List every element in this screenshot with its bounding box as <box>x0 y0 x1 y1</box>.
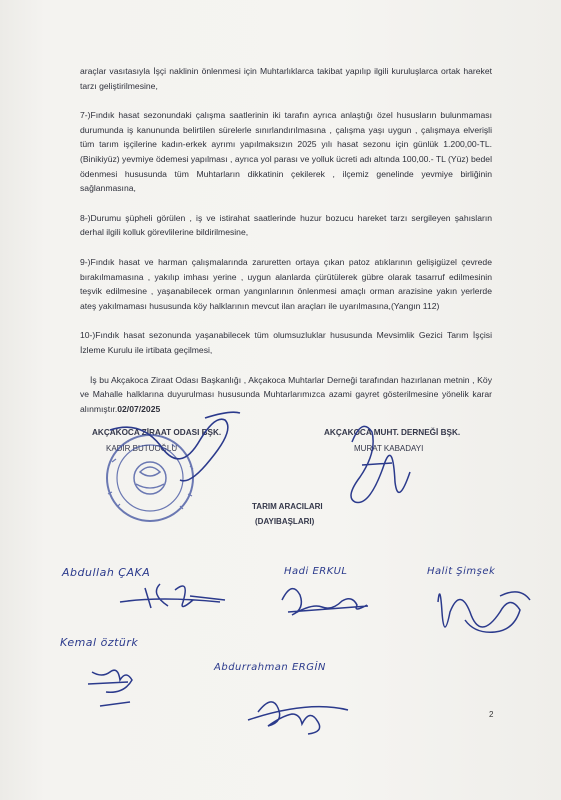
paragraph-item-7: 7-)Fındık hasat sezonundaki çalışma saatlerinin iki tarafın ayrıca anlaştığı özel hususların bulunmaması durumunda iş kanununda belirtilen sürelerle sınırlandırılmasına , çalışma yaşı uygun , çalışmaya elverişli tüm tarım işçilerine kadın-erkek ayrımı yapılmaksızın 2025 yılı hasat sezonu için günlük 1.200,00-TL. (Binikiyüz) yevmiye ödemesi yapılması , ayrıca yol parası ve yolluk ücreti adı altında 100,00.- TL (Yüz) bedel ödenmesi hususunda tüm Muhtarların dikkatinin çekilerek , ilçemiz genelinde yevmiye birliğinin sağlanmasına, <box>80 110 492 194</box>
handwritten-name-4: Kemal öztürk <box>60 636 139 649</box>
handwritten-signatures <box>88 584 530 734</box>
official-stamp <box>107 435 193 521</box>
paragraph-item-10: 10-)Fındık hasat sezonunda yaşanabilecek tüm olumsuzluklar hususunda Mevsimlik Gezici Tarım İşçisi İzleme Kurulu ile irtibata geçilmesi, <box>80 330 492 355</box>
page-number: 2 <box>489 710 494 719</box>
paragraph-intro: araçlar vasıtasıyla İşçi naklinin önlenmesi için Muhtarlıklarca takibat yapılıp ilgili kuruluşlarca ortak hareket tarzı geliştirilmesine, <box>80 66 492 91</box>
signature-abdullah <box>120 584 225 608</box>
handwritten-name-3: Halit Şimşek <box>427 566 496 577</box>
paragraph-item-8: 8-)Durumu şüpheli görülen , iş ve istirahat saatlerinde huzur bozucu hareket tarzı sergileyen şahısların derhal ilgili kolluk görevlilerine bildirilmesine, <box>80 212 492 238</box>
signatory-right-name: MURAT KABADAYI <box>354 444 424 453</box>
signature-abdurrahman <box>248 702 348 734</box>
document-date: 02/07/2025 <box>117 403 161 414</box>
handwritten-name-2: Hadi ERKUL <box>284 566 348 577</box>
paragraph-item-9: 9-)Fındık hasat ve harman çalışmalarında zaruretten ortaya çıkan patoz atıklarının gelişigüzel çevrede bırakılmamasına , yakılıp imhası yerine , uygun alanlarda çürütülerek gübre olarak tasarruf edilmesinin teşvik edilmesine , yaşanabilecek orman yangınlarının önlenmesi amaçlı orman arazisine yakın yerlerde ateş yakılmaması hususunda köy halklarının mevcut ilan araçları ile uyarılmasına,(Yangın 112) <box>80 256 492 311</box>
signature-right <box>351 426 410 502</box>
signatory-left-name: KADİR BUTUOĞLU <box>106 444 178 453</box>
handwritten-name-1: Abdullah ÇAKA <box>62 566 151 579</box>
signature-halit <box>438 592 530 632</box>
group-title: TARIM ARACILARI <box>252 502 323 511</box>
signatory-left-title: AKÇAKOCA ZİRAAT ODASI BŞK. <box>92 428 222 437</box>
group-subtitle: (DAYIBAŞLARI) <box>255 517 315 526</box>
signature-kemal <box>88 670 132 706</box>
handwritten-name-5: Abdurrahman ERGİN <box>214 662 326 673</box>
signatory-right-title: AKÇAKOCA MUHT. DERNEĞİ BŞK. <box>324 428 461 437</box>
signature-hadi <box>282 589 368 615</box>
closing-text: İş bu Akçakoca Ziraat Odası Başkanlığı , Akçakoca Muhtarlar Derneği tarafından hazırlanan metnin , Köy ve Mahalle halklarına duyurulması hususunda Muhtarlarımızca azami gayret gösterilmesine yönelik karar alınmıştır. <box>80 374 492 414</box>
